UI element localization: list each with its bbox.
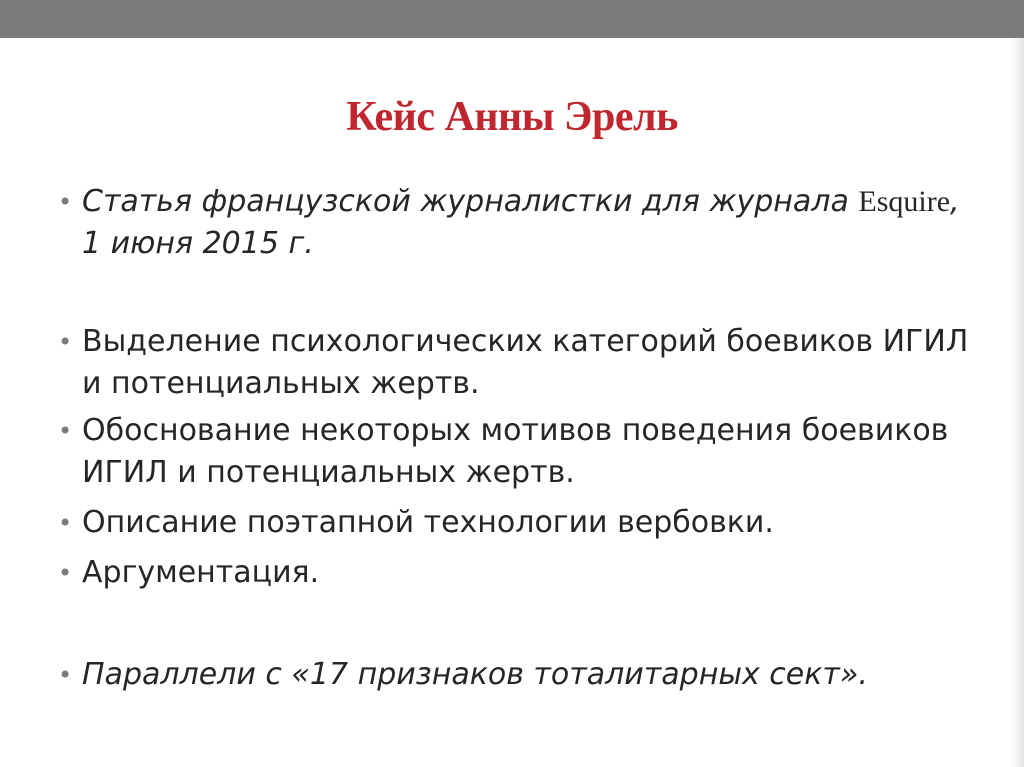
bullet-dot: • (58, 417, 73, 445)
bullet-dot: • (58, 509, 73, 537)
top-decorative-bar (0, 0, 1024, 38)
bullet-dot: • (58, 188, 73, 216)
bullet-date: 1 июня 2015 г. (82, 226, 314, 261)
bullet-text-part: , (950, 184, 960, 219)
bullet-text: Описание поэтапной технологии вербовки. (82, 505, 774, 540)
bullet-dot: • (58, 328, 73, 356)
bullet-item-5 (58, 552, 978, 594)
bullet-text: Параллели с «17 признаков тоталитарных сект». (82, 657, 868, 692)
magazine-name: Esquire (858, 185, 951, 218)
bullet-text: Выделение психологических категорий боевиков ИГИЛ и потенциальных жертв. (82, 324, 969, 401)
bullet-text: Обоснование некоторых мотивов поведения боевиков ИГИЛ и потенциальных жертв. (82, 413, 949, 490)
bullet-text-part: Статья французской журналистки для журнала (82, 184, 859, 219)
bullet-item-1 (58, 181, 978, 265)
slide-title: Кейс Анны Эрель (346, 94, 678, 140)
bullet-text (58, 181, 978, 265)
bullet-dot: • (58, 559, 73, 587)
bullet-item-3 (58, 410, 978, 494)
bullet-item-2 (58, 321, 978, 405)
right-edge-shadow (1010, 38, 1024, 767)
bullet-text: Аргументация. (82, 555, 320, 590)
bullet-dot: • (58, 661, 73, 689)
bullet-item-4 (58, 502, 978, 544)
bullet-item-6 (58, 654, 978, 696)
